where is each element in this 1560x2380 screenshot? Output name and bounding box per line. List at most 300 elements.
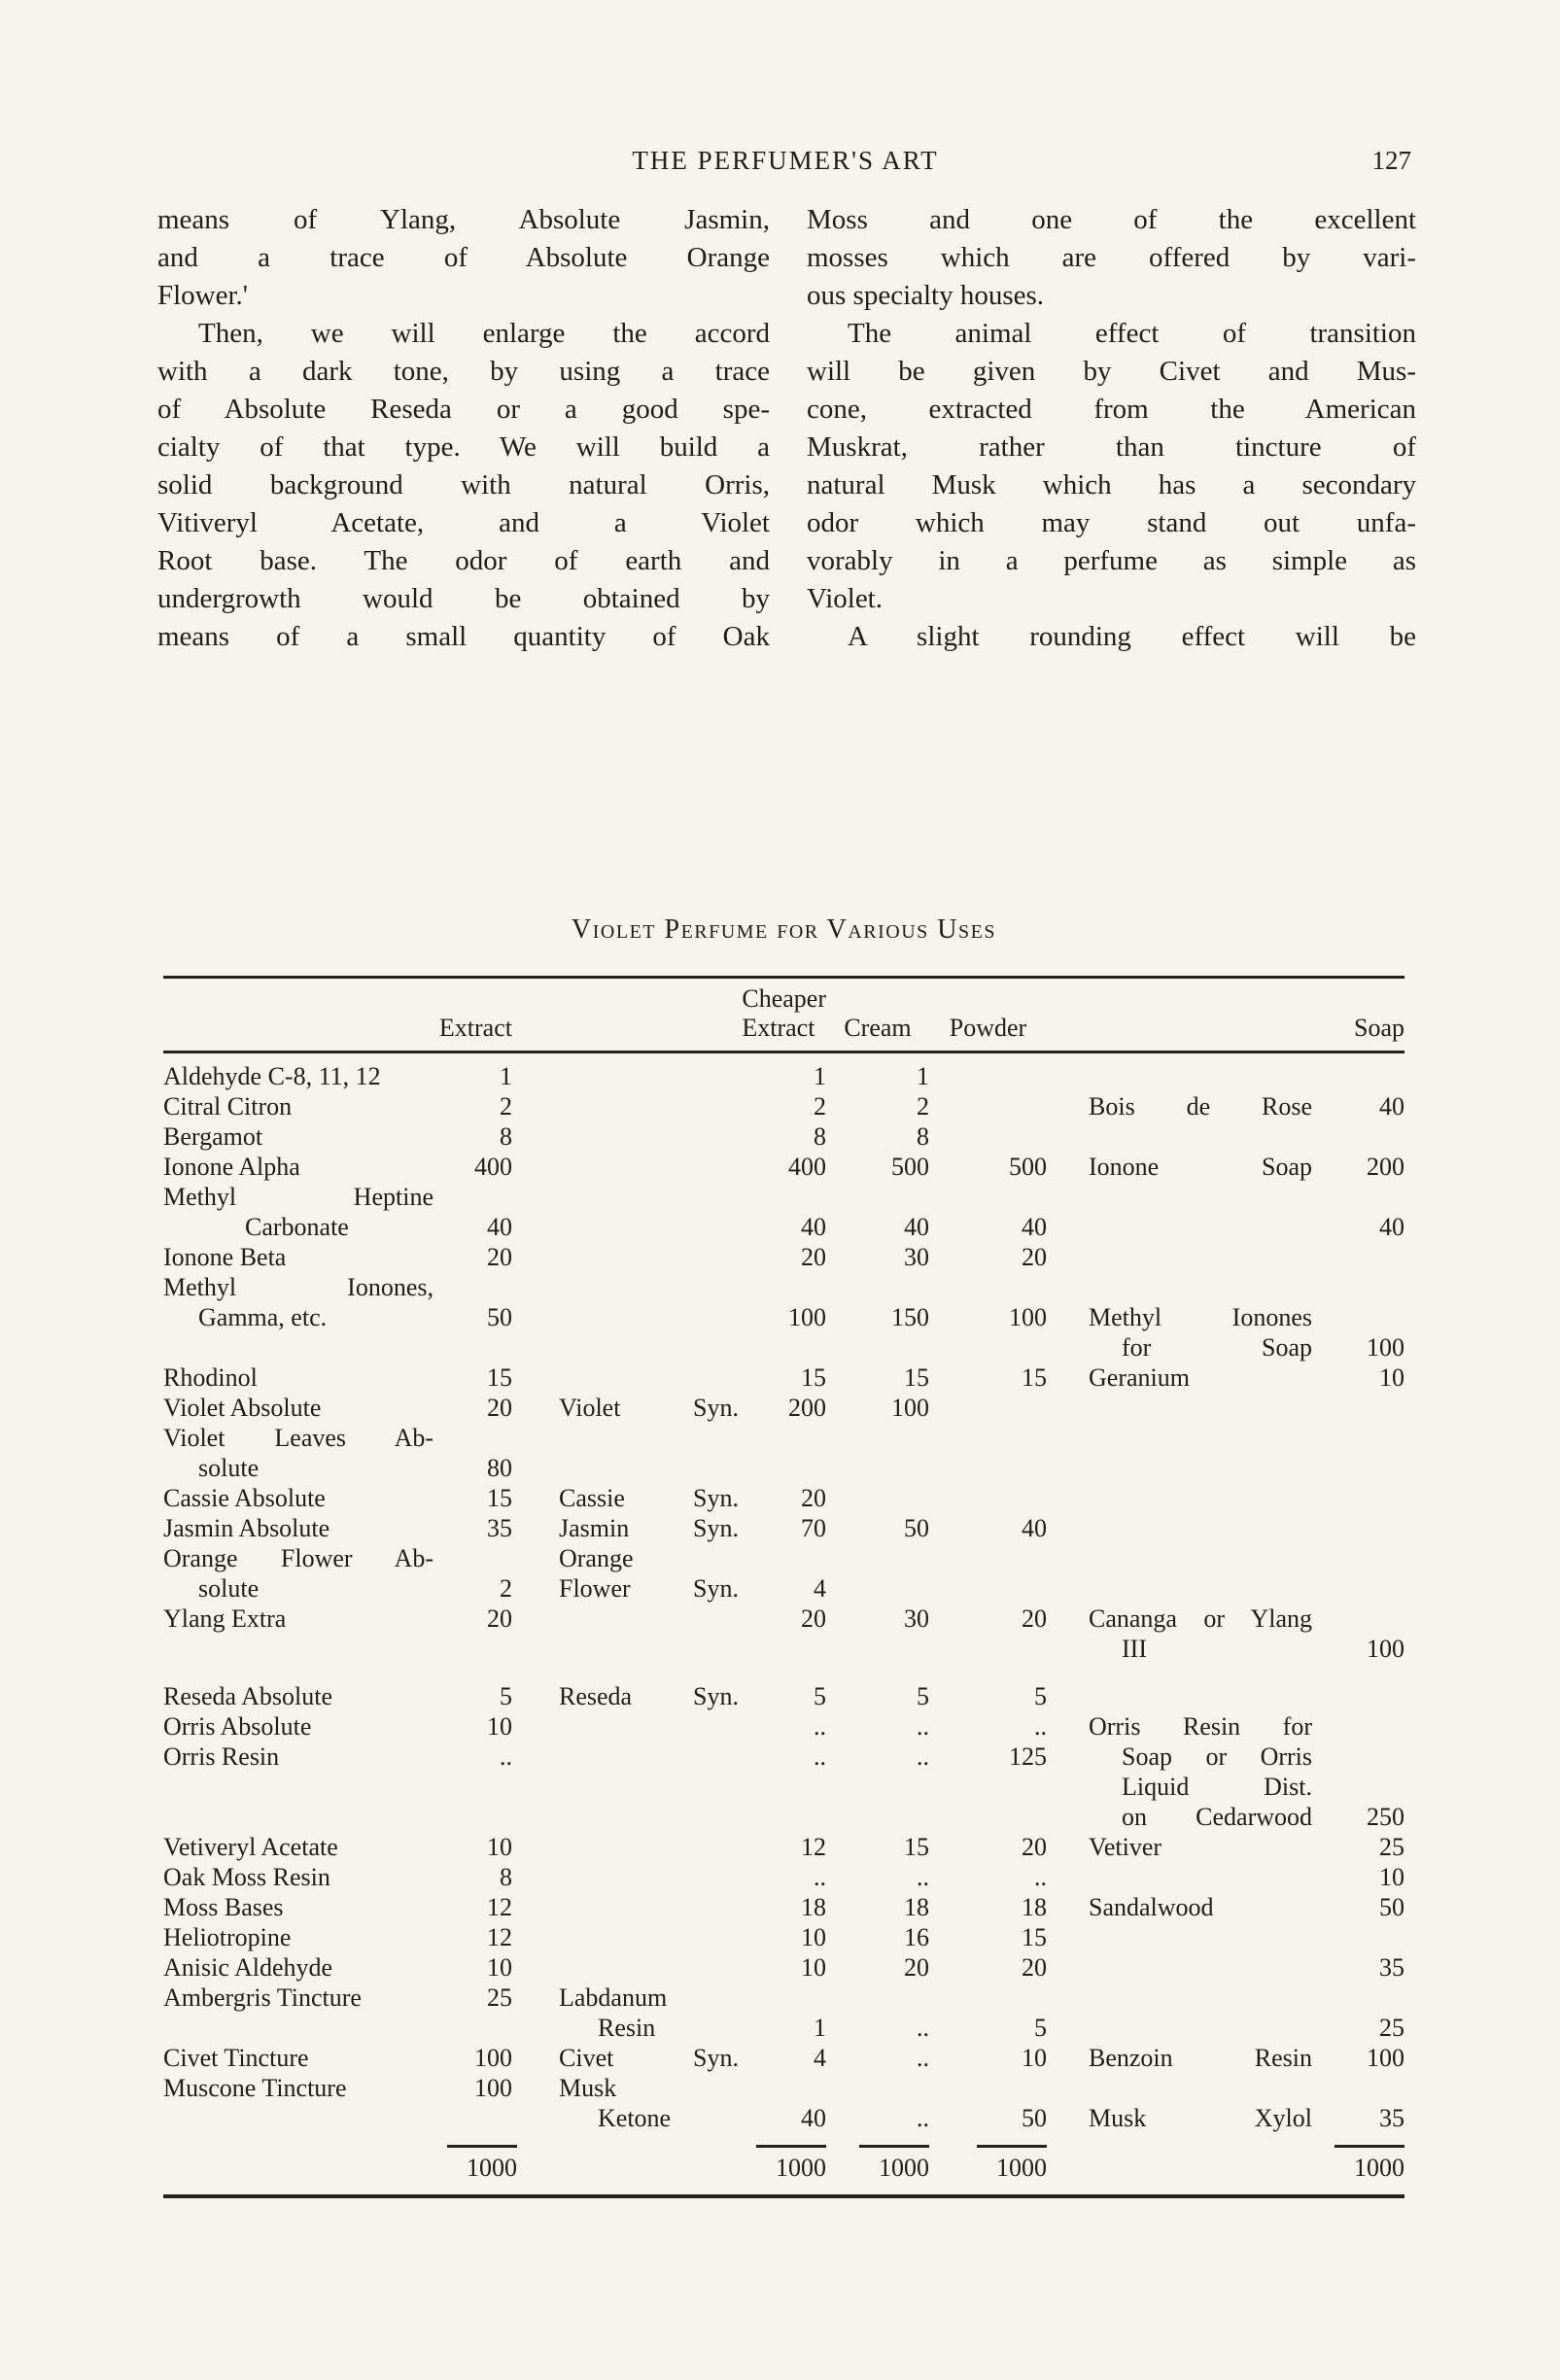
soap-value: 35 [1379, 2104, 1404, 2132]
powder-value [929, 1393, 1047, 1423]
soap-ingredient-name [1089, 1212, 1312, 1242]
ingredient-name: Methyl Ionones, [163, 1273, 433, 1301]
powder-value: 10 [1022, 2044, 1047, 2072]
soap-ingredient-name [1089, 1453, 1312, 1483]
extract-value [447, 1423, 512, 1453]
table-row [163, 1242, 1404, 1272]
synthetic-name [559, 1242, 739, 1272]
synthetic-name [559, 1091, 739, 1121]
cream-value [826, 1272, 929, 1302]
synthetic-name [559, 1832, 739, 1862]
synthetic-name [559, 1423, 739, 1453]
table-row [163, 1513, 1404, 1543]
ingredient-name: Ionone Beta [163, 1243, 287, 1271]
soap-ingredient-name: Benzoin Resin [1089, 2044, 1312, 2072]
cheaper-extract-value: 4 [814, 2044, 826, 2072]
column-header-extract: Extract [438, 1014, 512, 1042]
total-cream: 1000 [859, 2145, 929, 2183]
cheaper-extract-value [739, 1983, 826, 2013]
table-row [163, 1423, 1404, 1453]
table-row [163, 2073, 1404, 2103]
extract-value: 20 [487, 1394, 512, 1422]
column-header-cheaper-line1: Cheaper [742, 984, 826, 1013]
extract-value: 2 [500, 1092, 512, 1121]
text-line: Violet. [807, 583, 883, 614]
table-row [163, 1604, 1404, 1634]
cheaper-extract-value: 400 [788, 1153, 826, 1181]
ingredient-name [163, 1332, 447, 1362]
soap-ingredient-name [1089, 1423, 1312, 1453]
text-line: Then, we will enlarge the accord [198, 318, 770, 349]
table-row [163, 1543, 1404, 1573]
table-row [163, 1121, 1404, 1152]
ingredient-name: Bergamot [163, 1122, 263, 1151]
table-row [163, 1332, 1404, 1362]
cream-value [826, 1634, 929, 1664]
table-row [163, 2013, 1404, 2043]
soap-ingredient-name: Geranium [1089, 1363, 1190, 1392]
ingredient-name: Aldehyde C-8, 11, 12 [163, 1062, 381, 1090]
soap-value [1312, 1393, 1404, 1423]
powder-value: 5 [1034, 1682, 1047, 1710]
cream-value: 5 [917, 1682, 929, 1710]
cheaper-extract-value [739, 1332, 826, 1362]
cheaper-extract-value: 100 [788, 1303, 826, 1331]
cream-value [826, 1772, 929, 1802]
cheaper-extract-value [739, 1802, 826, 1832]
cream-value: .. [917, 2044, 929, 2072]
synthetic-name: Civet Syn. [559, 2044, 739, 2072]
table-row [163, 1742, 1404, 1772]
cream-value: 1 [917, 1062, 929, 1090]
powder-value: 18 [1022, 1893, 1047, 1921]
extract-value: 10 [487, 1712, 512, 1741]
cheaper-extract-value: .. [814, 1863, 826, 1891]
text-line: odor which may stand out unfa- [807, 507, 1416, 538]
page-number: 127 [1371, 146, 1411, 175]
ingredient-name: Orris Absolute [163, 1712, 312, 1741]
soap-value [1312, 1061, 1404, 1091]
powder-value [929, 1061, 1047, 1091]
text-line: mosses which are offered by vari- [807, 242, 1416, 273]
soap-value: 50 [1379, 1893, 1404, 1921]
synthetic-name [559, 1152, 739, 1182]
cheaper-extract-value [739, 1182, 826, 1212]
cream-value [826, 1543, 929, 1573]
table-row [163, 1634, 1404, 1664]
extract-value: 5 [500, 1682, 512, 1710]
synthetic-name [559, 1772, 739, 1802]
text-line: A slight rounding effect will be [848, 621, 1416, 652]
soap-value [1312, 1423, 1404, 1453]
synthetic-name [559, 1711, 739, 1742]
text-line: solid background with natural Orris, [157, 469, 770, 500]
cream-value: 40 [904, 1213, 929, 1241]
table-row [163, 1061, 1404, 1091]
extract-value: 80 [487, 1454, 512, 1482]
powder-value [929, 1543, 1047, 1573]
table-row [163, 1681, 1404, 1711]
powder-value [929, 2073, 1047, 2103]
cream-value: .. [917, 1712, 929, 1741]
table-row [163, 1711, 1404, 1742]
extract-value: 2 [500, 1574, 512, 1603]
cheaper-extract-value: 70 [801, 1514, 826, 1542]
soap-value [1312, 1453, 1404, 1483]
synthetic-name [559, 1121, 739, 1152]
soap-value: 100 [1367, 1333, 1404, 1362]
ingredient-name [163, 1634, 447, 1664]
cheaper-extract-value: 8 [814, 1122, 826, 1151]
extract-value: 1 [500, 1062, 512, 1090]
cheaper-extract-value [739, 1772, 826, 1802]
powder-value: 50 [1022, 2104, 1047, 2132]
cheaper-extract-value: 4 [814, 1574, 826, 1603]
text-line: Vitiveryl Acetate, and a Violet [157, 507, 770, 538]
extract-value: 15 [487, 1363, 512, 1392]
powder-value [929, 1332, 1047, 1362]
cream-value [826, 1453, 929, 1483]
text-line: with a dark tone, by using a trace [157, 356, 770, 387]
ingredient-name: Heliotropine [163, 1923, 292, 1951]
soap-value: 25 [1379, 1833, 1404, 1861]
cream-value: 15 [904, 1833, 929, 1861]
table-row [163, 1922, 1404, 1952]
ingredient-name: Moss Bases [163, 1893, 284, 1921]
soap-value [1312, 1483, 1404, 1513]
text-line: means of a small quantity of Oak [157, 621, 770, 652]
cheaper-extract-value: 20 [801, 1243, 826, 1271]
powder-value: 15 [1022, 1363, 1047, 1392]
total-cheaper-extract-cell [739, 2145, 826, 2183]
ingredient-name: Jasmin Absolute [163, 1514, 330, 1542]
soap-value [1312, 1182, 1404, 1212]
cheaper-extract-value: 200 [788, 1394, 826, 1422]
text-line: of Absolute Reseda or a good spe- [157, 394, 770, 425]
synthetic-name: Musk [559, 2074, 617, 2102]
synthetic-name [559, 1302, 739, 1332]
ingredient-name: Citral Citron [163, 1092, 293, 1121]
cheaper-extract-value: 20 [801, 1604, 826, 1633]
synthetic-name: Orange [559, 1544, 634, 1572]
table-row [163, 2043, 1404, 2073]
table-row [163, 1832, 1404, 1862]
soap-value [1312, 1573, 1404, 1604]
soap-value: 100 [1367, 1635, 1404, 1663]
soap-ingredient-name: III [1122, 1635, 1147, 1663]
powder-value: 40 [1022, 1514, 1047, 1542]
powder-value [929, 1802, 1047, 1832]
table-row [163, 1453, 1404, 1483]
soap-value: 10 [1379, 1363, 1404, 1392]
soap-value [1312, 1681, 1404, 1711]
table-header-row [163, 979, 1404, 1051]
table-row [163, 1772, 1404, 1802]
extract-value: 400 [474, 1153, 512, 1181]
powder-value [929, 1573, 1047, 1604]
cream-value [826, 1483, 929, 1513]
cream-value: .. [917, 1742, 929, 1771]
soap-ingredient-name [1089, 1983, 1312, 2013]
ingredient-name: solute [198, 1574, 260, 1603]
synthetic-name [559, 1362, 739, 1393]
powder-value: .. [1034, 1712, 1047, 1741]
synthetic-name [559, 1604, 739, 1634]
soap-value [1312, 1121, 1404, 1152]
powder-value: 15 [1022, 1923, 1047, 1951]
soap-ingredient-name [1089, 1483, 1312, 1513]
cheaper-extract-value: 15 [801, 1363, 826, 1392]
soap-ingredient-name [1089, 1513, 1312, 1543]
column-header-powder: Powder [949, 1014, 1027, 1042]
soap-value: 10 [1379, 1863, 1404, 1891]
ingredient-name: Vetiveryl Acetate [163, 1833, 338, 1861]
cheaper-extract-value: 10 [801, 1953, 826, 1982]
ingredient-name: Oak Moss Resin [163, 1863, 330, 1891]
powder-value [929, 1272, 1047, 1302]
cheaper-extract-value [739, 1423, 826, 1453]
soap-value: 40 [1379, 1092, 1404, 1121]
extract-value: 20 [487, 1604, 512, 1633]
soap-ingredient-name [1089, 2013, 1312, 2043]
extract-value: 10 [487, 1953, 512, 1982]
cheaper-extract-value: 10 [801, 1923, 826, 1951]
cream-value [826, 1182, 929, 1212]
cheaper-extract-value: .. [814, 1712, 826, 1741]
soap-ingredient-name: Vetiver [1089, 1833, 1162, 1861]
cheaper-extract-value [739, 1272, 826, 1302]
extract-value: 8 [500, 1122, 512, 1151]
extract-value [447, 1332, 512, 1362]
cream-value: 15 [904, 1363, 929, 1392]
soap-value: 25 [1379, 2014, 1404, 2042]
table-bottom-rule [163, 2194, 1404, 2198]
column-header-cheaper-extract [559, 984, 826, 1043]
ingredient-name [163, 1802, 447, 1832]
extract-value: 40 [487, 1213, 512, 1241]
cream-value: .. [917, 1863, 929, 1891]
cream-value [826, 1573, 929, 1604]
cream-value [826, 2073, 929, 2103]
extract-value: 12 [487, 1923, 512, 1951]
powder-value [929, 1983, 1047, 2013]
ingredient-name: Civet Tincture [163, 2044, 309, 2072]
powder-value [929, 1453, 1047, 1483]
total-cream-cell [826, 2145, 929, 2183]
table-row [163, 1302, 1404, 1332]
soap-value [1312, 1543, 1404, 1573]
synthetic-name: Cassie Syn. [559, 1484, 739, 1512]
soap-ingredient-name: Musk Xylol [1089, 2104, 1312, 2132]
soap-ingredient-name: for Soap [1122, 1333, 1312, 1362]
text-line: Moss and one of the excellent [807, 204, 1416, 235]
cream-value [826, 1332, 929, 1362]
cream-value: 50 [904, 1514, 929, 1542]
ingredient-name: Ionone Alpha [163, 1153, 300, 1181]
cream-value: 2 [917, 1092, 929, 1121]
synthetic-name [559, 1212, 739, 1242]
ingredient-name [163, 1772, 447, 1802]
soap-ingredient-name [1089, 1543, 1312, 1573]
ingredient-name: Reseda Absolute [163, 1682, 333, 1710]
soap-value [1312, 2073, 1404, 2103]
powder-value [929, 1772, 1047, 1802]
table-row [163, 1862, 1404, 1892]
cream-value: 20 [904, 1953, 929, 1982]
table-row [163, 1182, 1404, 1212]
cheaper-extract-value [739, 2073, 826, 2103]
text-line: cone, extracted from the American [807, 394, 1416, 425]
table-row [163, 1393, 1404, 1423]
soap-value [1312, 1272, 1404, 1302]
ingredient-name: Anisic Aldehyde [163, 1953, 333, 1982]
soap-ingredient-name [1089, 1393, 1312, 1423]
synthetic-name: Resin [598, 2014, 656, 2042]
ingredient-name: Carbonate [245, 1213, 349, 1241]
synthetic-name: Violet Syn. [559, 1394, 739, 1422]
extract-value: 25 [487, 1983, 512, 2012]
extract-value [447, 1772, 512, 1802]
cheaper-extract-value [739, 1543, 826, 1573]
synthetic-name [559, 1634, 739, 1664]
cream-value: 30 [904, 1243, 929, 1271]
table-row [163, 1983, 1404, 2013]
extract-value [447, 2013, 512, 2043]
ingredient-name: Rhodinol [163, 1363, 258, 1392]
text-line: vorably in a perfume as simple as [807, 545, 1416, 576]
cheaper-extract-value: 12 [801, 1833, 826, 1861]
powder-value: 40 [1022, 1213, 1047, 1241]
cream-value: 150 [891, 1303, 929, 1331]
extract-value: 100 [474, 2044, 512, 2072]
synthetic-name: Labdanum [559, 1983, 668, 2012]
ingredient-name: Methyl Heptine [163, 1183, 433, 1211]
cheaper-extract-value [739, 1453, 826, 1483]
soap-ingredient-name [1089, 1182, 1312, 1212]
ingredient-name: Violet Absolute [163, 1394, 322, 1422]
synthetic-name [559, 1332, 739, 1362]
soap-value [1312, 1922, 1404, 1952]
extract-value [447, 1272, 512, 1302]
ingredient-name: Gamma, etc. [198, 1303, 328, 1331]
powder-value: 125 [1009, 1742, 1047, 1771]
cream-value: 500 [891, 1153, 929, 1181]
total-soap-cell [1312, 2145, 1404, 2183]
synthetic-name [559, 1922, 739, 1952]
cream-value [826, 1802, 929, 1832]
soap-value [1312, 1711, 1404, 1742]
cream-value: 16 [904, 1923, 929, 1951]
text-line: natural Musk which has a secondary [807, 469, 1416, 500]
powder-value [929, 1091, 1047, 1121]
total-cheaper-extract: 1000 [756, 2145, 826, 2183]
totals-row [163, 2145, 1404, 2183]
extract-value [447, 1802, 512, 1832]
soap-ingredient-name [1089, 1061, 1312, 1091]
synthetic-name [559, 1061, 739, 1091]
powder-value: 5 [1034, 2014, 1047, 2042]
cheaper-extract-value: 1 [814, 1062, 826, 1090]
soap-value [1312, 1772, 1404, 1802]
cheaper-extract-value: .. [814, 1742, 826, 1771]
powder-value [929, 1483, 1047, 1513]
column-header-soap: Soap [1354, 1014, 1404, 1042]
extract-value: .. [500, 1742, 512, 1771]
cream-value: 18 [904, 1893, 929, 1921]
soap-value: 100 [1367, 2044, 1404, 2072]
soap-value [1312, 1242, 1404, 1272]
extract-value: 15 [487, 1484, 512, 1512]
soap-ingredient-name: on Cedarwood [1122, 1803, 1312, 1831]
soap-ingredient-name [1089, 1922, 1312, 1952]
soap-value: 35 [1379, 1953, 1404, 1982]
soap-ingredient-name: Soap or Orris [1122, 1742, 1312, 1771]
table-body [163, 1053, 1404, 2133]
ingredient-name: Cassie Absolute [163, 1484, 326, 1512]
cheaper-extract-value: 40 [801, 1213, 826, 1241]
soap-ingredient-name [1089, 1121, 1312, 1152]
soap-ingredient-name: Bois de Rose [1089, 1092, 1312, 1121]
soap-ingredient-name [1089, 2073, 1312, 2103]
soap-ingredient-name [1089, 1952, 1312, 1983]
powder-value [929, 1423, 1047, 1453]
total-powder-cell [929, 2145, 1047, 2183]
extract-value: 35 [487, 1514, 512, 1542]
synthetic-name [559, 1742, 739, 1772]
cream-value: .. [917, 2104, 929, 2132]
cream-value [826, 1983, 929, 2013]
soap-value [1312, 1983, 1404, 2013]
soap-ingredient-name [1089, 1681, 1312, 1711]
cream-value: 8 [917, 1122, 929, 1151]
text-line: Root base. The odor of earth and [157, 545, 770, 576]
extract-value: 50 [487, 1303, 512, 1331]
soap-ingredient-name: Methyl Ionones [1089, 1303, 1312, 1331]
synthetic-name [559, 1802, 739, 1832]
extract-value: 100 [474, 2074, 512, 2102]
ingredient-name [163, 2013, 447, 2043]
synthetic-name [559, 1272, 739, 1302]
soap-ingredient-name [1089, 1242, 1312, 1272]
extract-value [447, 1543, 512, 1573]
table-row [163, 1212, 1404, 1242]
text-line: undergrowth would be obtained by [157, 583, 770, 614]
table-row [163, 1362, 1404, 1393]
extract-value: 12 [487, 1893, 512, 1921]
soap-value [1312, 1302, 1404, 1332]
powder-value: 20 [1022, 1833, 1047, 1861]
powder-value: .. [1034, 1863, 1047, 1891]
synthetic-name [559, 1862, 739, 1892]
table-title: Violet Perfume for Various Uses [572, 914, 996, 945]
soap-ingredient-name: Cananga or Ylang [1089, 1604, 1312, 1633]
powder-value [929, 1634, 1047, 1664]
cream-value [826, 1423, 929, 1453]
cheaper-extract-value: 5 [814, 1682, 826, 1710]
powder-value: 20 [1022, 1953, 1047, 1982]
cream-value: 100 [891, 1394, 929, 1422]
text-line: and a trace of Absolute Orange [157, 242, 770, 273]
synthetic-name [559, 1952, 739, 1983]
text-line: ous specialty houses. [807, 280, 1045, 311]
extract-value [447, 2103, 512, 2133]
cheaper-extract-value [739, 1634, 826, 1664]
ingredient-name: Ambergris Tincture [163, 1983, 362, 2012]
synthetic-name: Flower Syn. [559, 1574, 739, 1603]
synthetic-name [559, 1182, 739, 1212]
extract-value [447, 1182, 512, 1212]
synthetic-name: Ketone [598, 2104, 672, 2132]
